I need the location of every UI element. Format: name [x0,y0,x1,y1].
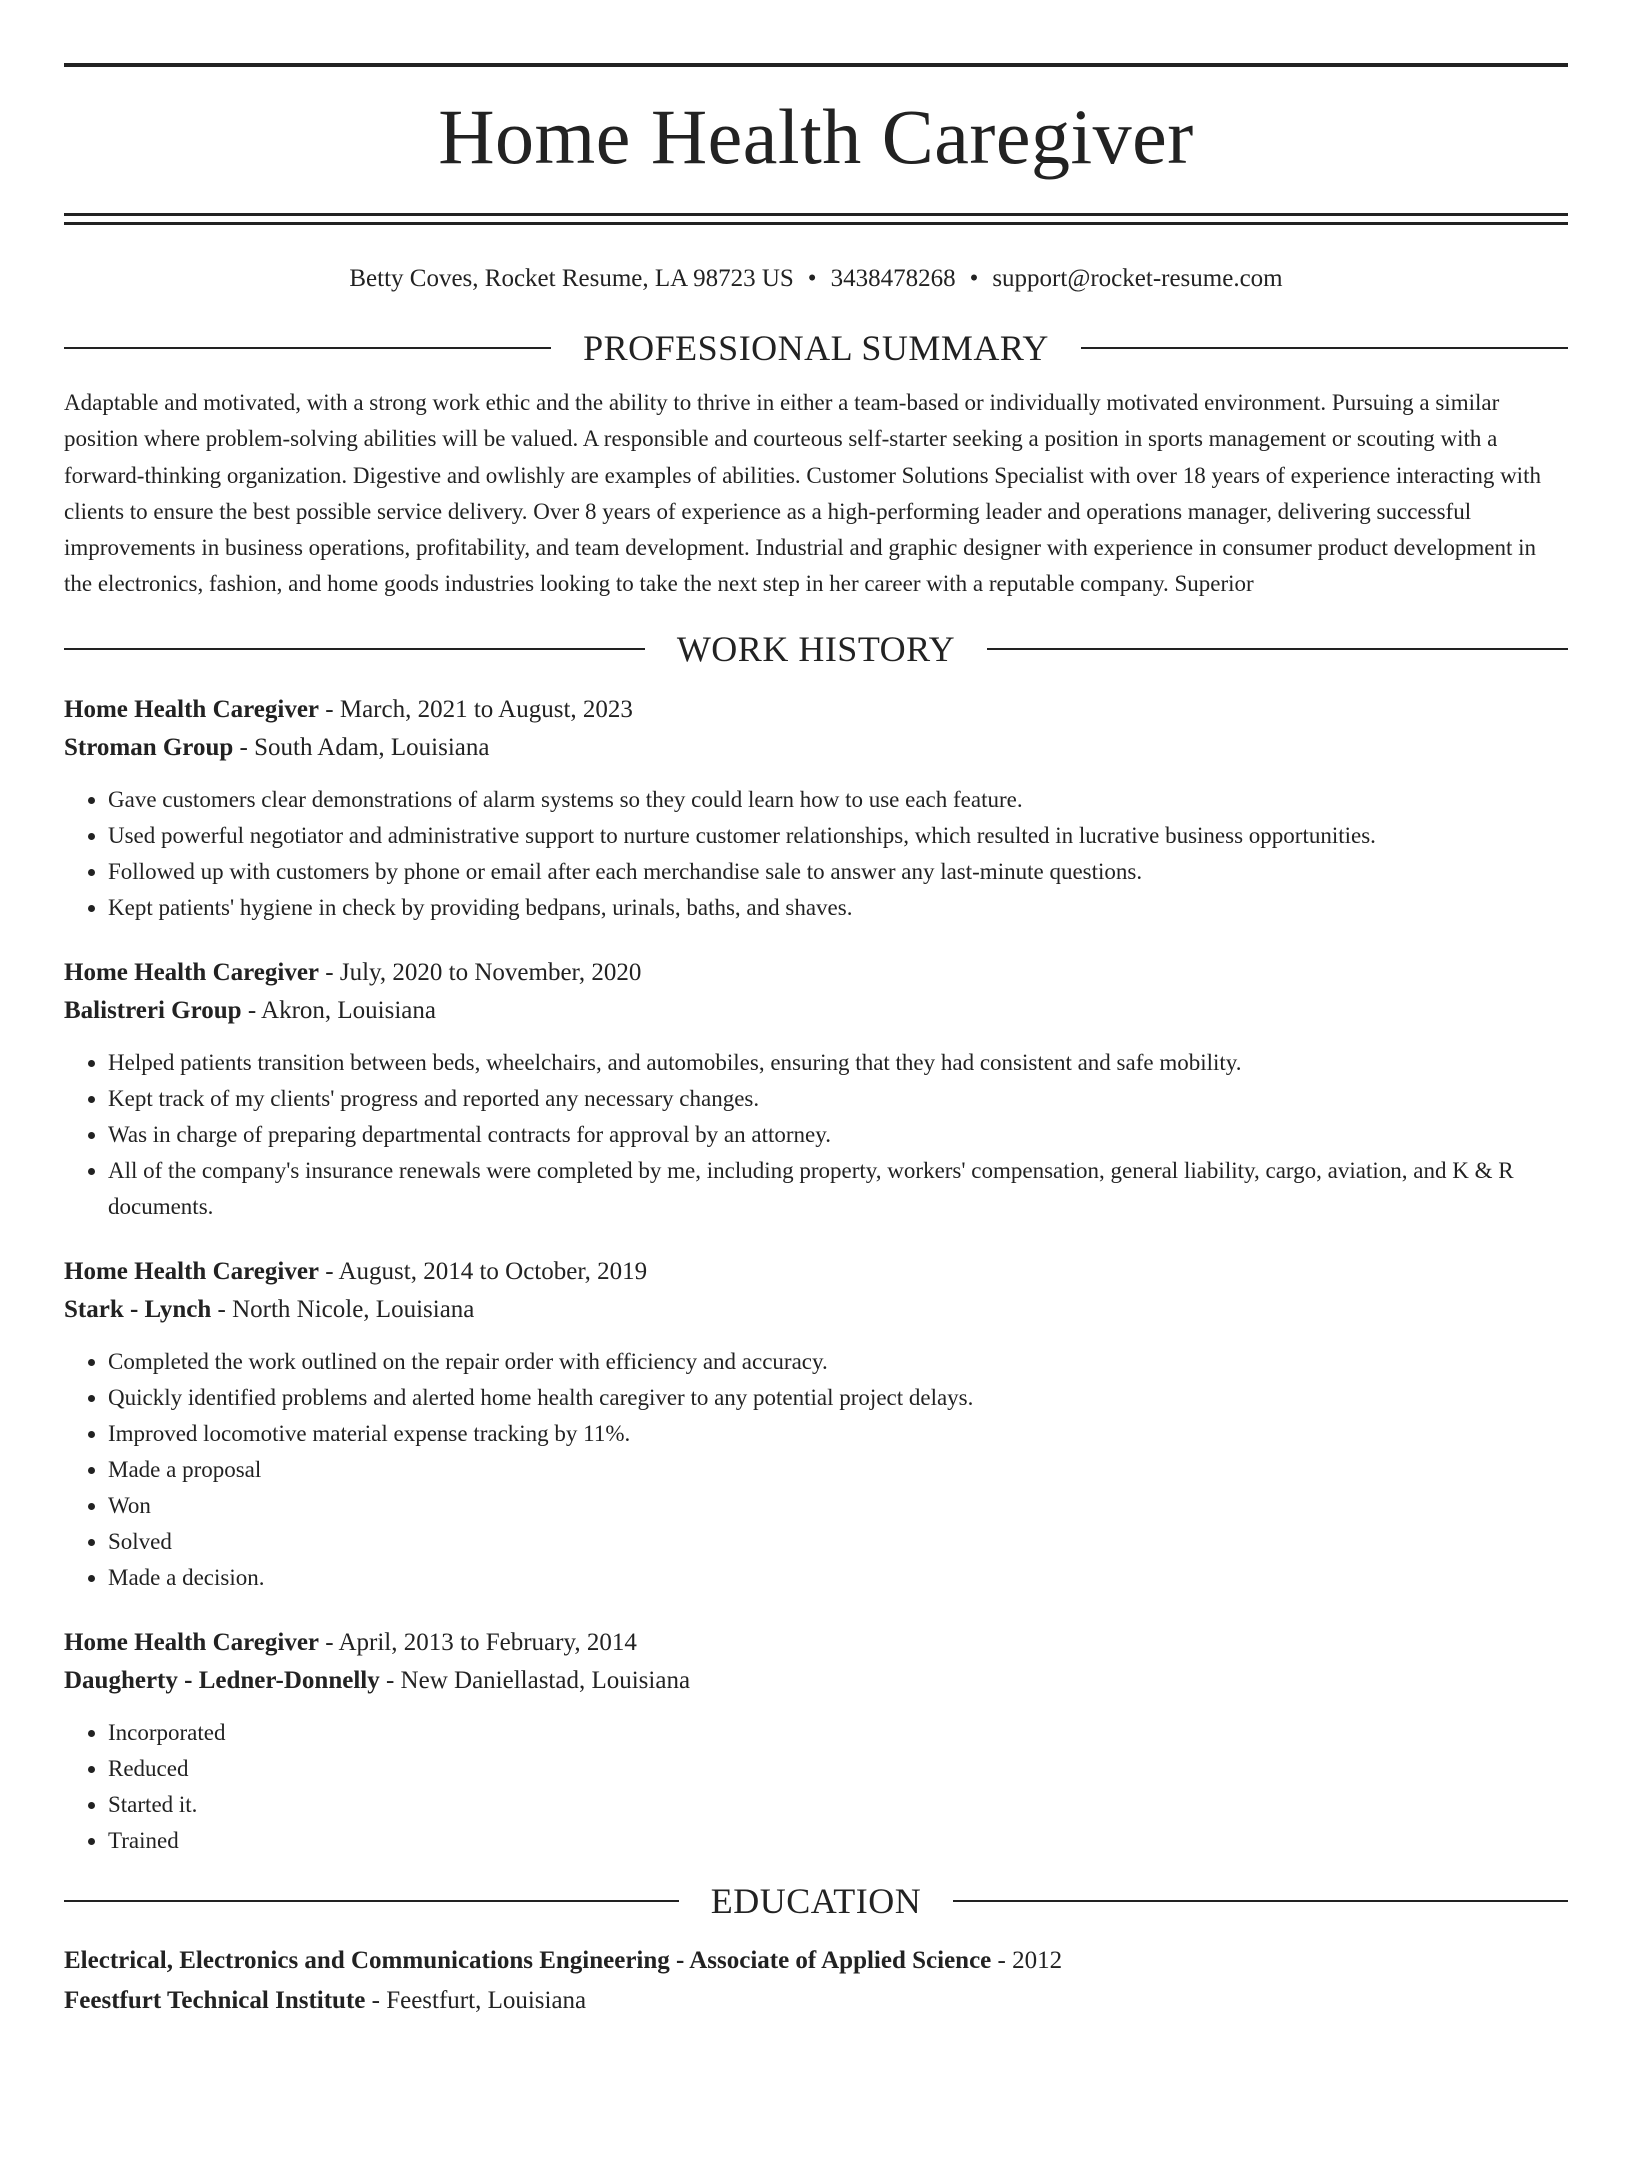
job-company-line [64,729,1568,767]
school-location: - Feestfurt, Louisiana [365,1986,587,2014]
job-company-line [64,992,1568,1030]
list-item: • Completed the work outlined on the repair order with efficiency and accuracy. [108,1344,1568,1380]
job-company-line [64,1662,1568,1700]
work-history-heading-text: WORK HISTORY [676,628,956,669]
list-item: • Made a proposal [108,1452,1568,1488]
list-item: • Was in charge of preparing departmental contracts for approval by an attorney. [108,1117,1568,1153]
list-item: • Gave customers clear demonstrations of alarm systems so they could learn how to use each feature. [108,782,1568,818]
job-company-line [64,1291,1568,1329]
job-dates: - April, 2013 to February, 2014 [319,1628,637,1656]
job-entry [64,1624,1568,1859]
degree-line [64,1941,1568,1981]
job-dates: - August, 2014 to October, 2019 [319,1257,648,1285]
heading-rule-left [64,648,645,650]
summary-text: Adaptable and motivated, with a strong work ethic and the ability to thrive in either a team-based or individually motivated environment. Pursuing a similar position where problem-solving abilities will be valued. A responsible and courteous self-starter seeking a position in sports management or scouting with a forward-thinking organization. Digestive and owlishly are examples of abilities. Customer Solutions Specialist with over 18 years of experience interacting with clients to ensure the best possible service delivery. Over 8 years of experience as a high-performing leader and operations manager, delivering successful improvements in business operations, profitability, and team development. Industrial and graphic designer with experience in consumer product development in the electronics, fashion, and home goods industries looking to take the next step in her career with a reputable company. Superior [64,390,1541,597]
heading-rule-left [64,1900,679,1902]
list-item: • Quickly identified problems and alerted home health caregiver to any potential project delays. [108,1380,1568,1416]
list-item: • Kept track of my clients' progress and reported any necessary changes. [108,1081,1568,1117]
degree-year: - 2012 [991,1946,1063,1974]
list-item: • Followed up with customers by phone or email after each merchandise sale to answer any last-minute questions. [108,854,1568,890]
job-bullets [64,1045,1568,1225]
heading-rule-right [987,648,1568,650]
list-item: • Won [108,1488,1568,1524]
job-bullets [64,1715,1568,1859]
contact-email: support@rocket-resume.com [992,265,1283,292]
job-title: Home Health Caregiver [64,695,320,723]
job-location: - North Nicole, Louisiana [211,1295,475,1323]
heading-rule-right [953,1900,1568,1902]
education-entry [64,1941,1568,2021]
education-heading [64,1879,1568,1923]
job-company: Stark - Lynch [64,1295,212,1323]
contact-line [64,262,1568,296]
list-item: • Incorporated [108,1715,1568,1751]
work-history-heading [64,627,1568,671]
job-entry [64,954,1568,1225]
summary-heading [64,326,1568,370]
list-item: • All of the company's insurance renewals were completed by me, including property, workers' compensation, general liability, cargo, aviation, and K & R documents. [108,1153,1568,1225]
job-dates: - July, 2020 to November, 2020 [319,958,642,986]
job-title-line [64,954,1568,992]
contact-phone: 3438478268 [830,265,956,292]
contact-address: Betty Coves, Rocket Resume, LA 98723 US [349,265,794,292]
list-item: • Helped patients transition between beds, wheelchairs, and automobiles, ensuring that they had consistent and safe mobility. [108,1045,1568,1081]
job-location: - New Daniellastad, Louisiana [379,1666,691,1694]
list-item: • Used powerful negotiator and administrative support to nurture customer relationships, which resulted in lucrative business opportunities. [108,818,1568,854]
list-item: • Kept patients' hygiene in check by providing bedpans, urinals, baths, and shaves. [108,890,1568,926]
job-entry [64,691,1568,926]
job-entry [64,1253,1568,1596]
resume-title: Home Health Caregiver [438,93,1194,180]
contact-separator: • [807,265,817,292]
job-company: Stroman Group [64,733,234,761]
contact-separator: • [969,265,979,292]
list-item: • Solved [108,1524,1568,1560]
title-double-rule [64,213,1568,225]
job-bullets [64,1344,1568,1596]
school-line [64,1981,1568,2021]
list-item: • Trained [108,1823,1568,1859]
job-dates: - March, 2021 to August, 2023 [319,695,633,723]
list-item: • Reduced [108,1751,1568,1787]
job-company: Balistreri Group [64,996,242,1024]
degree-name: Electrical, Electronics and Communications Engineering - Associate of Applied Science [64,1946,992,1974]
job-title-line [64,1624,1568,1662]
summary-heading-text: PROFESSIONAL SUMMARY [583,328,1049,368]
heading-rule-left [64,347,551,349]
job-company: Daugherty - Ledner-Donnelly [64,1666,380,1694]
list-item: • Made a decision. [108,1560,1568,1596]
job-title-line [64,691,1568,729]
job-location: - Akron, Louisiana [241,996,436,1024]
top-rule [64,63,1568,67]
resume-page [0,63,1632,2175]
job-bullets [64,782,1568,926]
job-location: - South Adam, Louisiana [233,733,490,761]
job-title-line [64,1253,1568,1291]
list-item: • Improved locomotive material expense tracking by 11%. [108,1416,1568,1452]
list-item: • Started it. [108,1787,1568,1823]
job-title: Home Health Caregiver [64,1257,320,1285]
job-title: Home Health Caregiver [64,958,320,986]
school-name: Feestfurt Technical Institute [64,1986,366,2014]
heading-rule-right [1081,347,1568,349]
education-heading-text: EDUCATION [710,1880,922,1921]
job-title: Home Health Caregiver [64,1628,320,1656]
